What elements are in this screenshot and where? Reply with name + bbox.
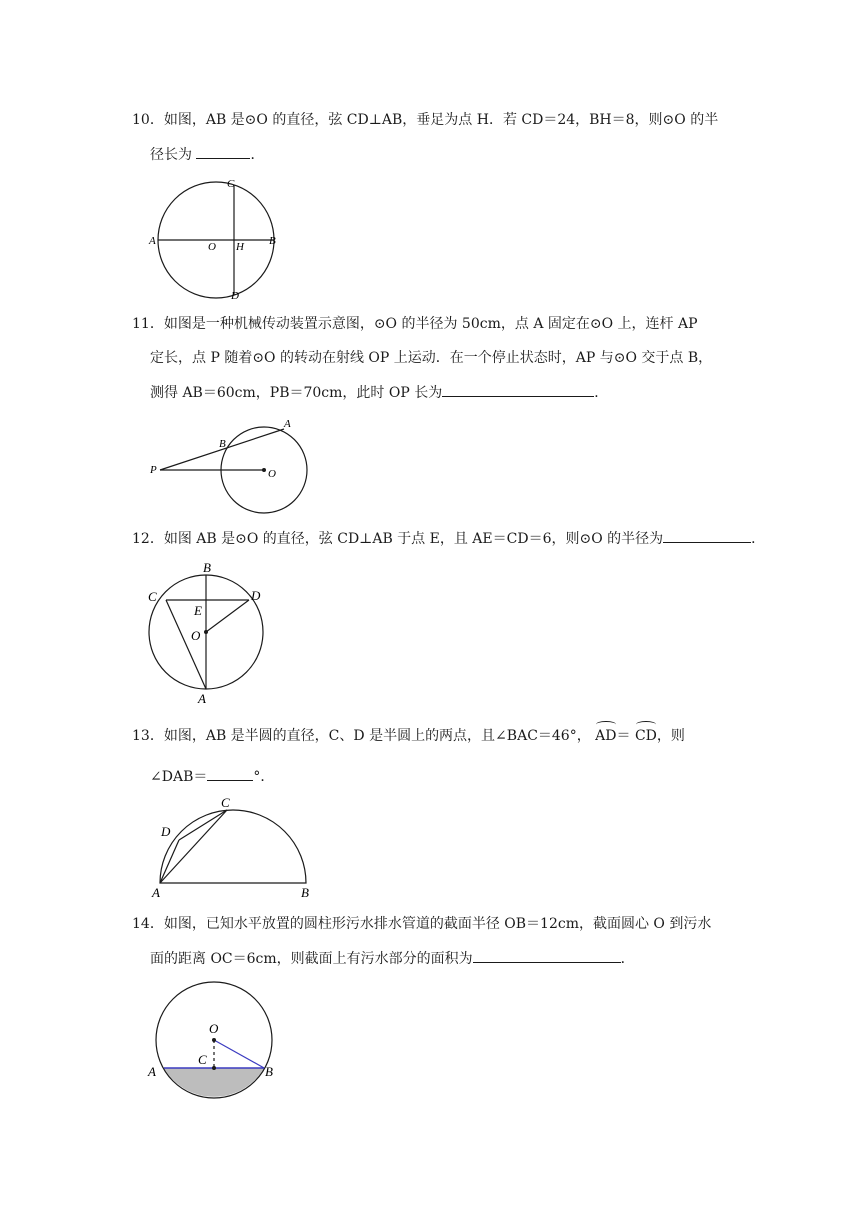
question-14-line-2: 面的距离 OC＝6cm，则截面上有污水部分的面积为 ． [150, 948, 635, 969]
svg-text:A: A [149, 235, 156, 247]
question-13-line-2: ∠DAB＝ °． [150, 766, 274, 787]
svg-text:H: H [236, 241, 244, 253]
svg-text:B: B [269, 235, 276, 247]
svg-text:B: B [219, 438, 226, 450]
svg-text:B: B [265, 1064, 273, 1079]
svg-text:O: O [209, 1021, 219, 1036]
svg-text:A: A [284, 418, 291, 430]
question-13-line-1: 13．如图，AB 是半圆的直径，C、D 是半圆上的两点，且∠BAC＝46°， AD＝ CD，则 [132, 728, 685, 744]
svg-text:D: D [251, 588, 261, 603]
svg-text:P: P [150, 464, 157, 476]
svg-text:D: D [231, 290, 239, 302]
svg-text:C: C [148, 589, 157, 604]
question-number: 11 [132, 316, 150, 332]
svg-text:O: O [191, 628, 201, 643]
question-14-line-1: 14．如图，已知水平放置的圆柱形污水排水管道的截面半径 OB＝12cm，截面圆心 O 到污水 [132, 916, 712, 932]
svg-text:B: B [301, 885, 309, 900]
question-12-line-1: 12．如图 AB 是⊙O 的直径，弦 CD⊥AB 于点 E，且 AE＝CD＝6，则⊙O 的半径为 ． [132, 528, 765, 549]
question-11-line-1: 11．如图是一种机械传动装置示意图，⊙O 的半径为 50cm，点 A 固定在⊙O 上，连杆 AP [132, 316, 698, 332]
svg-text:E: E [194, 603, 202, 618]
figure-q12-circle [140, 560, 280, 710]
svg-text:C: C [198, 1052, 207, 1067]
arc-cd: CD [634, 728, 657, 744]
answer-blank[interactable] [442, 382, 594, 397]
svg-text:A: A [148, 1064, 156, 1079]
question-10-line-2: 径长为 ． [150, 144, 264, 165]
question-number: 12 [132, 531, 150, 547]
answer-blank[interactable] [473, 948, 621, 963]
svg-text:B: B [203, 560, 211, 575]
question-number: 13 [132, 728, 150, 744]
question-11-line-2: 定长，点 P 随着⊙O 的转动在射线 OP 上运动．在一个停止状态时，AP 与⊙O 交于点 B， [150, 350, 713, 366]
figure-q13-semicircle [148, 795, 328, 900]
question-number: 14 [132, 916, 150, 932]
answer-blank[interactable] [663, 528, 751, 543]
question-number: 10 [132, 112, 150, 128]
figure-q10-circle [148, 175, 288, 305]
svg-text:D: D [161, 824, 171, 839]
answer-blank[interactable] [207, 766, 253, 781]
svg-text:A: A [152, 885, 160, 900]
figure-q11-linkage [148, 415, 318, 515]
svg-text:C: C [221, 795, 230, 810]
figure-q14-pipe-section [145, 980, 295, 1110]
svg-text:A: A [198, 691, 206, 706]
question-10-line-1: 10．如图，AB 是⊙O 的直径，弦 CD⊥AB，垂足为点 H．若 CD＝24，BH＝8，则⊙O 的半 [132, 112, 719, 128]
svg-text:C: C [227, 178, 235, 190]
arc-ad: AD [595, 728, 617, 744]
svg-text:O: O [208, 241, 216, 253]
svg-text:O: O [268, 468, 276, 480]
question-11-line-3: 测得 AB＝60cm，PB＝70cm，此时 OP 长为 ． [150, 382, 608, 403]
answer-blank[interactable] [196, 144, 250, 159]
